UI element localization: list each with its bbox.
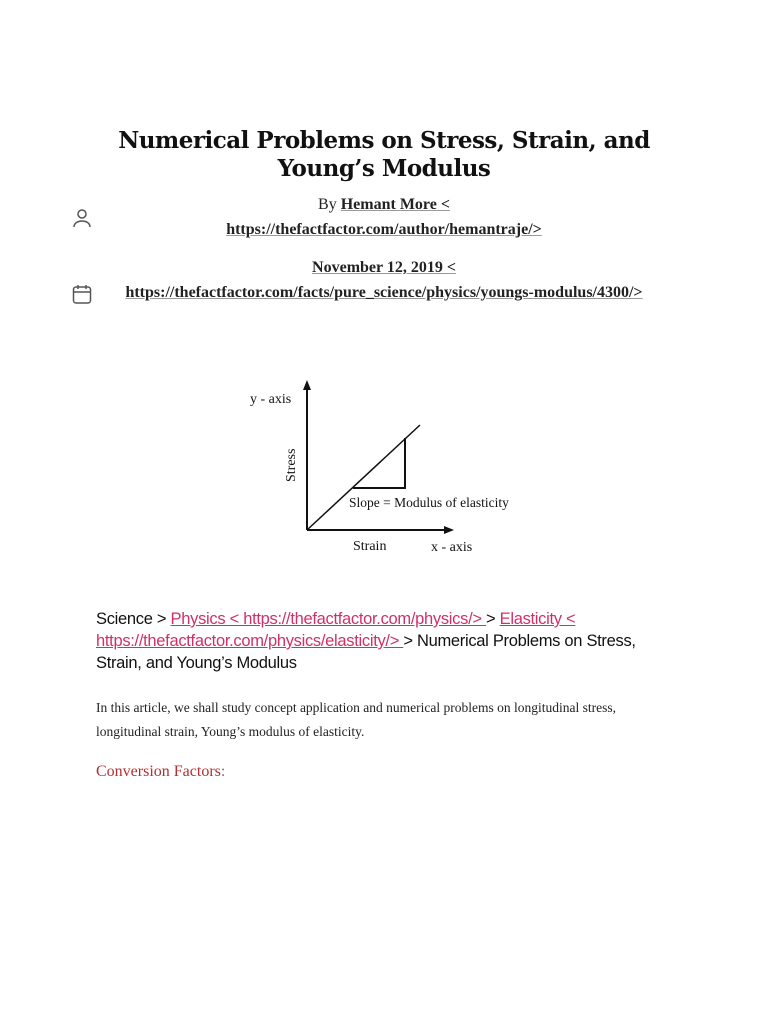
breadcrumb-separator: > — [156, 610, 167, 628]
stress-strain-diagram — [240, 375, 540, 565]
breadcrumb-separator: > — [485, 610, 496, 628]
breadcrumb — [96, 608, 676, 674]
breadcrumb-physics-link[interactable]: Physics < https://thefactfactor.com/physics/> — [170, 610, 486, 628]
byline-prefix: By — [318, 196, 337, 213]
breadcrumb-elasticity-link[interactable]: Elasticity < https://thefactfactor.com/physics/elasticity/> — [96, 610, 576, 650]
byline — [100, 192, 668, 242]
breadcrumb-root: Science — [96, 610, 153, 628]
strain-label: Strain — [353, 539, 387, 554]
page-title: Numerical Problems on Stress, Strain, and Young’s Modulus — [118, 127, 650, 183]
breadcrumb-separator: > — [403, 632, 413, 650]
x-axis-label: x - axis — [431, 540, 473, 555]
y-axis-arrow — [303, 380, 311, 390]
stress-strain-line — [307, 425, 420, 530]
section-heading: Conversion Factors: — [96, 763, 226, 780]
author-link[interactable]: Hemant More < https://thefactfactor.com/author/hemantraje/> — [226, 196, 542, 238]
dateline — [100, 255, 668, 305]
breadcrumb-current: Numerical Problems on Stress, Strain, and Young’s Modulus — [96, 632, 636, 672]
y-axis-label: y - axis — [250, 392, 292, 407]
calendar-icon — [70, 282, 94, 306]
date-link[interactable]: November 12, 2019 < https://thefactfactor.com/facts/pure_science/physics/youngs-modulus/4300/> — [125, 259, 643, 301]
intro-paragraph: In this article, we shall study concept application and numerical problems on longitudinal stress, longitudinal strain, Young’s modulus of elasticity. — [96, 700, 617, 739]
stress-label: Stress — [284, 448, 299, 482]
user-icon — [70, 206, 94, 230]
x-axis-arrow — [444, 526, 454, 534]
annotation: Slope = Modulus of elasticity — [349, 495, 509, 510]
